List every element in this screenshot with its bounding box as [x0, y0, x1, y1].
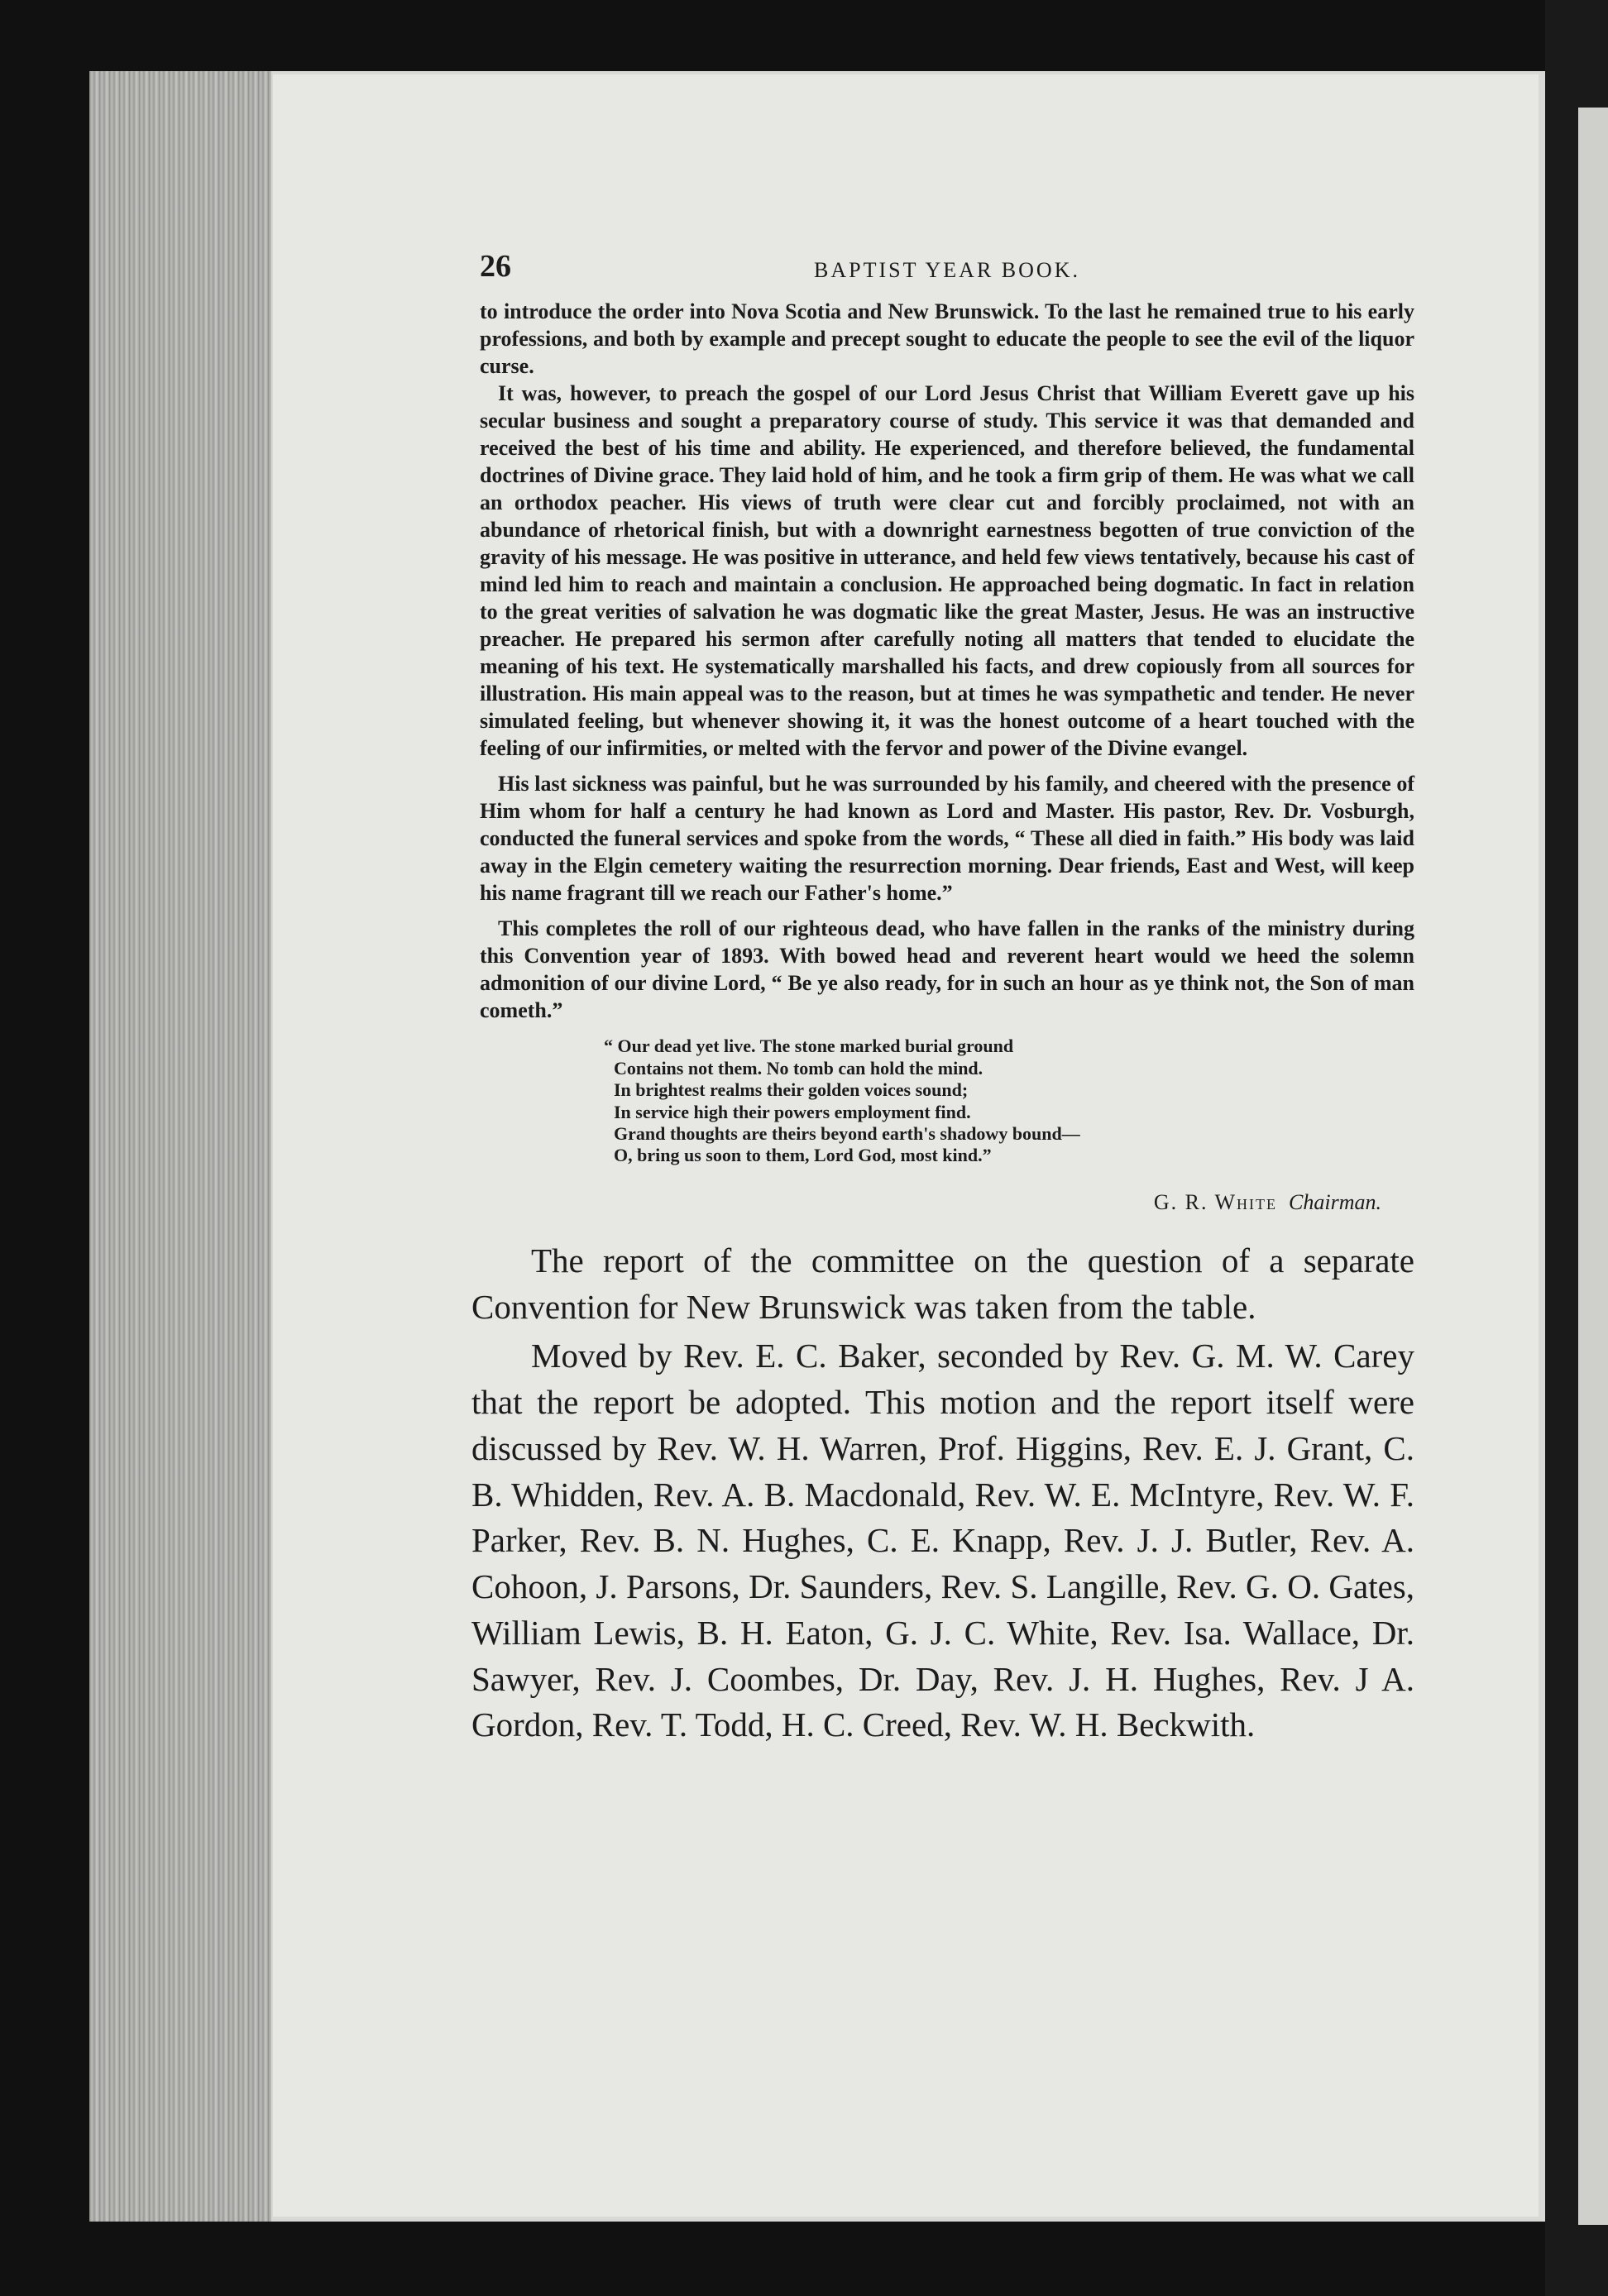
signature	[480, 1190, 1414, 1215]
memorial-paragraph: to introduce the order into Nova Scotia and New Brunswick. To the last he remained true to his early professions, and both by example and precept sought to educate the people to see the evil of the liquor curse.	[480, 299, 1414, 379]
signature-name: G. R. White	[1153, 1189, 1278, 1214]
page-header	[480, 248, 1414, 298]
minutes-text	[471, 1238, 1414, 1748]
memorial-text	[480, 298, 1414, 1024]
poem-line: O, bring us soon to them, Lord God, most kind.”	[614, 1145, 992, 1166]
running-head: BAPTIST YEAR BOOK.	[814, 258, 1080, 282]
page-content	[471, 248, 1414, 1748]
poem	[604, 1036, 1414, 1166]
poem-line: Grand thoughts are theirs beyond earth's shadowy bound—	[614, 1122, 1080, 1144]
memorial-paragraph: It was, however, to preach the gospel of our Lord Jesus Christ that William Everett gave up his secular business and sought a preparatory course of study. This service it was that demanded and received the best of his time and ability. He experienced, and therefore believed, the fundamental doctrines of Divine grace. They laid hold of him, and he took a firm grip of them. He was what we call an orthodox peacher. His views of truth were clear cut and forcibly proclaimed, not with an abundance of rhetorical finish, but with a downright earnestness begotten of true conviction of the gravity of his message. He was positive in utterance, and held few views tentatively, because his cast of mind led him to reach and maintain a conclusion. He approached being dogmatic. In fact in relation to the great verities of salvation he was dogmatic like the great Master, Jesus. He was an instructive preacher. He prepared his sermon after carefully noting all matters that tended to elucidate the meaning of his text. He systematically marshalled his facts, and drew copiously from all sources for illustration. His main appeal was to the reason, but at times he was sympathetic and tender. He never simulated feeling, but whenever showing it, it was the honest outcome of a heart touched with the feeling of our infirmities, or melted with the fervor and power of the Divine evangel.	[480, 381, 1414, 761]
page-number: 26	[480, 249, 511, 284]
memorial-paragraph: This completes the roll of our righteous dead, who have fallen in the ranks of the ministry during this Convention year of 1893. With bowed head and reverent heart would we heed the solemn admonition of our divine Lord, “ Be ye also ready, for in such an hour as ye think not, the Son of man cometh.”	[480, 916, 1414, 1023]
page-edges	[89, 71, 271, 2222]
memorial-paragraph: His last sickness was painful, but he was surrounded by his family, and cheered with the presence of Him whom for half a century he had known as Lord and Master. His pastor, Rev. Dr. Vosburgh, conducted the funeral services and spoke from the words, “ These all died in faith.” His body was laid away in the Elgin cemetery waiting the resurrection morning. Dear friends, East and West, will keep his name fragrant till we reach our Father's home.”	[480, 772, 1414, 906]
poem-line: In brightest realms their golden voices sound;	[614, 1079, 969, 1101]
minutes-paragraph: Moved by Rev. E. C. Baker, seconded by Rev. G. M. W. Carey that the report be adopted. This motion and the report itself were discussed by Rev. W. H. Warren, Prof. Higgins, Rev. E. J. Grant, C. B. Whidden, Rev. A. B. Macdonald, Rev. W. E. McIntyre, Rev. W. F. Parker, Rev. B. N. Hughes, C. E. Knapp, Rev. J. J. Butler, Rev. A. Cohoon, J. Parsons, Dr. Saunders, Rev. S. Langille, Rev. G. O. Gates, William Lewis, B. H. Eaton, G. J. C. White, Rev. Isa. Wallace, Dr. Sawyer, Rev. J. Coombes, Dr. Day, Rev. J. H. Hughes, Rev. J A. Gordon, Rev. T. Todd, H. C. Creed, Rev. W. H. Beckwith.	[471, 1337, 1414, 1744]
poem-line: Contains not them. No tomb can hold the mind.	[614, 1057, 983, 1079]
minutes-paragraph: The report of the committee on the question of a separate Convention for New Brunswick was taken from the table.	[471, 1241, 1414, 1326]
signature-title: Chairman.	[1289, 1189, 1381, 1214]
poem-line: In service high their powers employment find.	[614, 1101, 971, 1122]
poem-line: “ Our dead yet live. The stone marked burial ground	[604, 1036, 1014, 1057]
facing-page-edge	[1578, 108, 1608, 2225]
